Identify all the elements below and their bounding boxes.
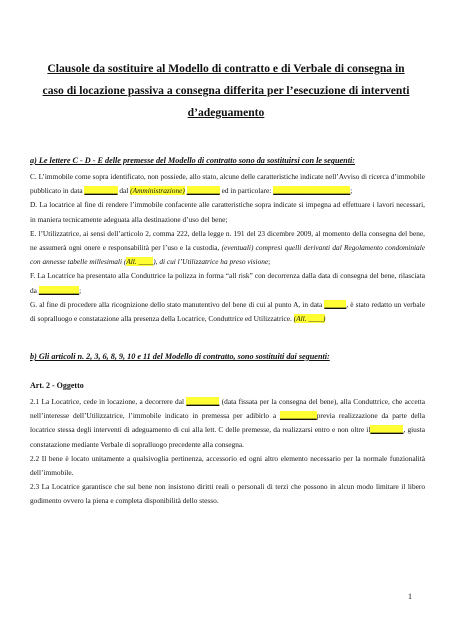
clause-d: D. La locatrice al fine di rendere l’immobile confacente alle caratteristiche sopra indicate si impegna ad effettuare i lavori necessari, in maniera tecnicamente adeguata alla destinazione d’uso del bene; [30, 200, 425, 224]
clause-c: C. L’immobile come sopra identificato, non possiede, allo stato, alcune delle caratteristiche indicate nell’Avviso di ricerca d’immobile pubblicato in data _________ dal (Amministrazione) _________ ed in particolare: _____________________; [30, 172, 425, 196]
clause-f: F. La Locatrice ha presentato alla Conduttrice la polizza in forma “all risk” con decorrenza dalla data di consegna del bene, rilasciata da ___________; [30, 271, 425, 295]
clause-g: G. al fine di procedere alla ricognizione dello stato manutentivo del bene di cui al punto A, in data ______, è stato redatto un verbale di sopralluogo e constatazione alla presenza della Locatrice, Conduttrice ed Utilizzatrice. (All. ____) [30, 299, 425, 324]
paragraph-2-1: 2.1 La Locatrice, cede in locazione, a decorrere dal _________ (data fissata per la consegna del bene), alla Conduttrice, che accetta nell’interesse dell’Utilizzatrice, l’immobile indicato in premessa per adibirlo a __________previa realizzazione da parte della locatrice stessa degli interventi di adeguamento di cui alla lett. C delle premesse, da realizzarsi entro e non oltre il_________, giusta constatazione mediante Verbale di sopralluogo precedente alla consegna. [30, 397, 425, 449]
paragraph-2-2: 2.2 Il bene è locato unitamente a qualsivoglia pertinenza, accessorio ed ogni altro elemento necessario per la normale funzionalità dell’immobile. [30, 453, 425, 478]
section-b-heading: b) Gli articoli n. 2, 3, 6, 8, 9, 10 e 11 del Modello di contratto, sono sostituiti dai seguenti: [30, 352, 330, 361]
section-a-heading: a) Le lettere C - D - E delle premesse del Modello di contratto sono da sostituirsi con le seguenti: [30, 156, 355, 165]
document-title: Clausole da sostituire al Modello di contratto e di Verbale di consegna in caso di locazione passiva a consegna differita per l’esecuzione di interventi d’adeguamento [42, 62, 410, 119]
section-a-body [30, 170, 425, 326]
article-2-body [30, 395, 425, 509]
page-number: 1 [408, 592, 412, 601]
article-2-title: Art. 2 - Oggetto [30, 381, 84, 390]
paragraph-2-3: 2.3 La Locatrice garantisce che sul bene non insistono diritti reali o personali di terzi che possono in alcun modo limitare il libero godimento ovvero la piena e completa disponibilità dello stesso. [30, 482, 425, 506]
clause-e: E. l’Utilizzatrice, ai sensi dell’articolo 2, comma 222, della legge n. 191 del 23 dicembre 2009, al momento della consegna del bene, ne assumerà ogni onere e responsabilità per l’uso e la custodia, (eventuali) compresi quelli derivanti dal Regolamento condominiale con annesse tabelle millesimali (All. ____), di cui l’Utilizzatrice ha preso visione; [30, 228, 425, 267]
